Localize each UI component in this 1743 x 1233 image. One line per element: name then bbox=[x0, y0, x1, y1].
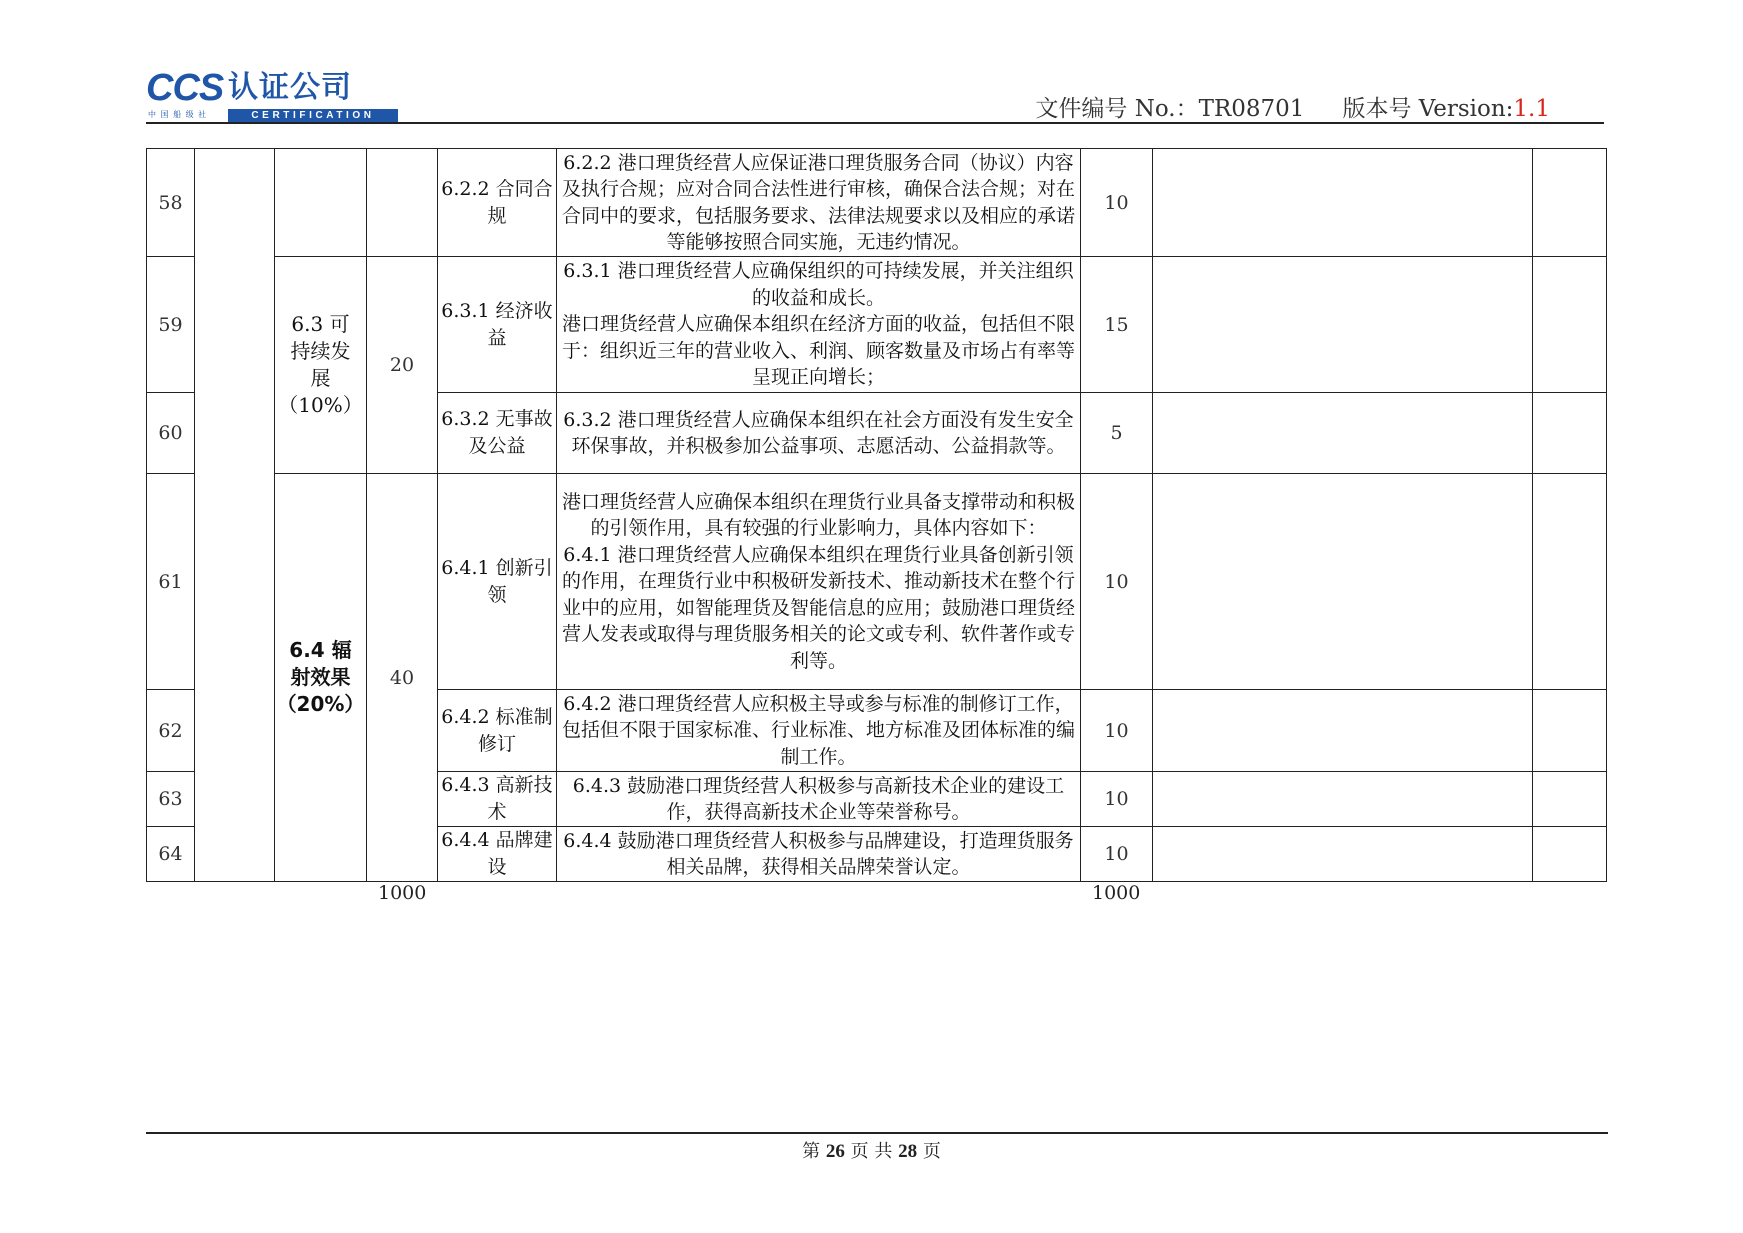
total-pages: 28 bbox=[898, 1141, 918, 1162]
clause-title: 6.4.1 创新引领 bbox=[438, 474, 557, 690]
clause-description: 6.4.2 港口理货经营人应积极主导或参与标准的制修订工作，包括但不限于国家标准、行业标准、地方标准及团体标准的编制工作。 bbox=[557, 690, 1081, 772]
empty-cell bbox=[1153, 690, 1533, 772]
category-6-4 bbox=[275, 474, 367, 882]
document-number: 文件编号 No.：TR08701 bbox=[1035, 96, 1305, 122]
clause-title: 6.3.1 经济收益 bbox=[438, 257, 557, 393]
clause-score: 15 bbox=[1081, 257, 1153, 393]
page-number: 26 bbox=[825, 1141, 845, 1162]
clause-score: 10 bbox=[1081, 149, 1153, 257]
empty-cell bbox=[1153, 149, 1533, 257]
clause-score: 10 bbox=[1081, 772, 1153, 827]
clause-score: 10 bbox=[1081, 827, 1153, 882]
logo-ccs-text: CCS bbox=[146, 67, 224, 109]
empty-cell bbox=[1153, 772, 1533, 827]
logo-sub-text: 中 国 船 级 社 bbox=[148, 110, 208, 119]
clause-description: 港口理货经营人应确保本组织在理货行业具备支撑带动和积极的引领作用，具有较强的行业影响力，具体内容如下： 6.4.1 港口理货经营人应确保本组织在理货行业具备创新引领的作用，在理货行业中积极研发新技术、推动新技术在整个行业中的应用，如智能理货及智能信息的应用；鼓励港口理货经营人发表或取得与理货服务相关的论文或专利、软件著作或专利等。 bbox=[557, 474, 1081, 690]
category-score: 20 bbox=[367, 257, 438, 474]
table-row bbox=[147, 149, 1607, 257]
page-header bbox=[146, 60, 1606, 124]
empty-cell bbox=[1533, 827, 1607, 882]
table-row bbox=[147, 257, 1607, 393]
table-row bbox=[147, 474, 1607, 690]
total-score-left: 1000 bbox=[378, 882, 427, 904]
clause-title: 6.3.2 无事故及公益 bbox=[438, 393, 557, 474]
page-footer bbox=[0, 1137, 1743, 1163]
row-number: 64 bbox=[147, 827, 195, 882]
empty-cell bbox=[275, 149, 367, 257]
clause-description: 6.4.3 鼓励港口理货经营人积极参与高新技术企业的建设工作，获得高新技术企业等荣誉称号。 bbox=[557, 772, 1081, 827]
footer-suffix: 页 bbox=[922, 1141, 941, 1162]
row-number: 59 bbox=[147, 257, 195, 393]
empty-cell bbox=[1153, 827, 1533, 882]
empty-cell bbox=[1153, 393, 1533, 474]
empty-cell bbox=[1533, 149, 1607, 257]
empty-cell bbox=[1153, 474, 1533, 690]
row-number: 58 bbox=[147, 149, 195, 257]
clause-title: 6.4.2 标准制修订 bbox=[438, 690, 557, 772]
clause-title: 6.4.4 品牌建设 bbox=[438, 827, 557, 882]
logo-certification-text: CERTIFICATION bbox=[228, 109, 398, 122]
empty-cell bbox=[1533, 393, 1607, 474]
clause-score: 10 bbox=[1081, 690, 1153, 772]
header-divider bbox=[146, 122, 1604, 124]
category-score: 40 bbox=[367, 474, 438, 882]
category-6-3 bbox=[275, 257, 367, 474]
empty-cell bbox=[195, 149, 275, 882]
row-number: 63 bbox=[147, 772, 195, 827]
empty-cell bbox=[1153, 257, 1533, 393]
clause-description: 6.3.2 港口理货经营人应确保本组织在社会方面没有发生安全环保事故，并积极参加公益事项、志愿活动、公益捐款等。 bbox=[557, 393, 1081, 474]
category-percent: （10%） bbox=[278, 393, 363, 417]
total-score-right: 1000 bbox=[1092, 882, 1141, 904]
empty-cell bbox=[1533, 772, 1607, 827]
category-name: 6.4 辐射效果 bbox=[289, 638, 352, 689]
clause-score: 10 bbox=[1081, 474, 1153, 690]
footer-prefix: 第 bbox=[802, 1141, 821, 1162]
version-value: 1.1 bbox=[1513, 96, 1550, 122]
clause-description: 6.4.4 鼓励港口理货经营人积极参与品牌建设，打造理货服务相关品牌，获得相关品牌荣誉认定。 bbox=[557, 827, 1081, 882]
clause-score: 5 bbox=[1081, 393, 1153, 474]
empty-cell bbox=[1533, 474, 1607, 690]
row-number: 60 bbox=[147, 393, 195, 474]
category-name: 6.3 可持续发展 bbox=[290, 312, 351, 390]
footer-middle: 页 共 bbox=[850, 1141, 893, 1162]
document-info bbox=[1035, 90, 1550, 123]
logo-cn-text: 认证公司 bbox=[228, 70, 352, 105]
category-percent: （20%） bbox=[276, 692, 365, 716]
row-number: 62 bbox=[147, 690, 195, 772]
clause-description: 6.3.1 港口理货经营人应确保组织的可持续发展，并关注组织的收益和成长。 港口理货经营人应确保本组织在经济方面的收益，包括但不限于：组织近三年的营业收入、利润、顾客数量及市场占有率等呈现正向增长； bbox=[557, 257, 1081, 393]
footer-divider bbox=[146, 1132, 1608, 1134]
clause-description: 6.2.2 港口理货经营人应保证港口理货服务合同（协议）内容及执行合规；应对合同合法性进行审核，确保合法合规；对在合同中的要求，包括服务要求、法律法规要求以及相应的承诺等能够按照合同实施，无违约情况。 bbox=[557, 149, 1081, 257]
clause-title: 6.2.2 合同合规 bbox=[438, 149, 557, 257]
ccs-logo bbox=[146, 68, 406, 124]
empty-cell bbox=[367, 149, 438, 257]
evaluation-table bbox=[146, 148, 1607, 882]
empty-cell bbox=[1533, 257, 1607, 393]
empty-cell bbox=[1533, 690, 1607, 772]
version-label: 版本号 Version: bbox=[1342, 96, 1514, 122]
clause-title: 6.4.3 高新技术 bbox=[438, 772, 557, 827]
row-number: 61 bbox=[147, 474, 195, 690]
